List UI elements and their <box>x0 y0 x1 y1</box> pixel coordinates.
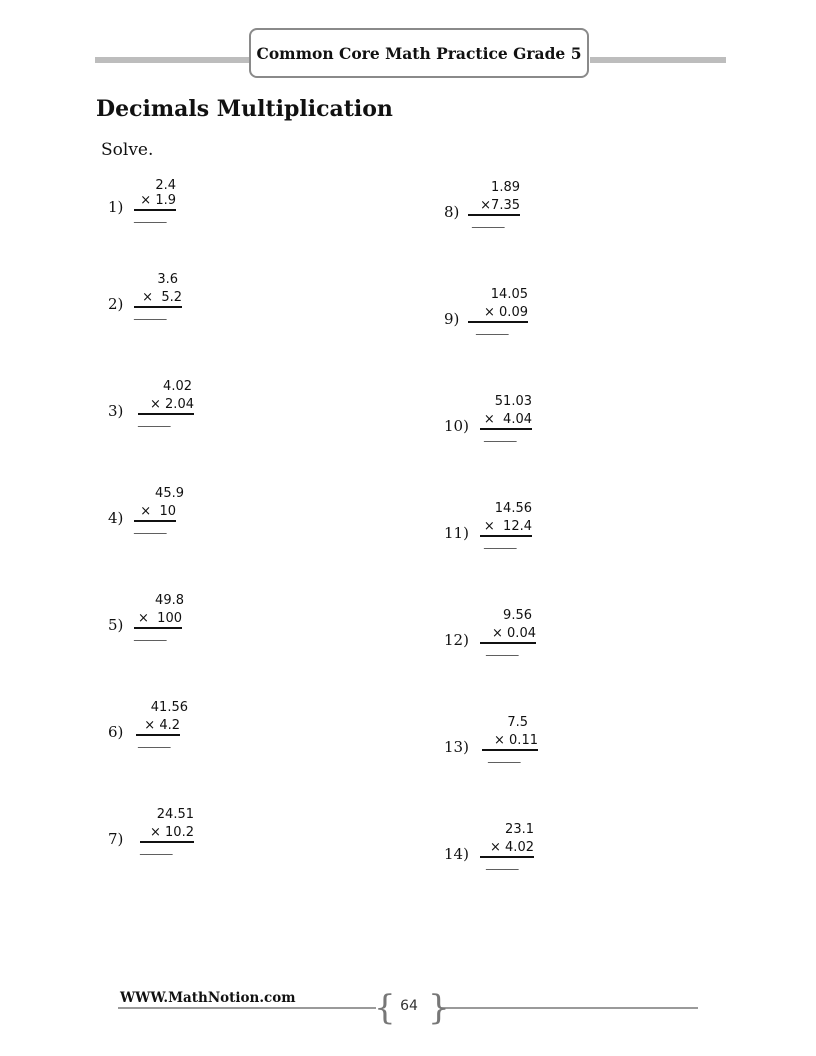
problem-multiplier: × 5.2 <box>134 290 182 308</box>
problem-top-number: 45.9 <box>155 486 184 501</box>
problem-multiplier: × 10.2 <box>140 825 194 843</box>
problem-top-number: 51.03 <box>494 394 532 409</box>
problem-top-number: 14.05 <box>490 287 528 302</box>
problem-multiplier: × 0.09 <box>468 305 528 323</box>
problem-top-number: 14.56 <box>494 501 532 516</box>
answer-blank[interactable]: _____ <box>138 413 171 428</box>
left-brace-icon: { <box>374 988 396 1028</box>
problem-number: 9) <box>444 310 460 328</box>
problem-multiplier: × 4.02 <box>480 840 534 858</box>
problem-multiplier: × 100 <box>134 611 182 629</box>
problem-top-number: 1.89 <box>491 180 520 195</box>
problem-top-number: 7.5 <box>507 715 528 730</box>
problem-multiplier: × 0.11 <box>482 733 538 751</box>
problem-multiplier: × 4.2 <box>136 718 180 736</box>
problem-number: 2) <box>108 295 124 313</box>
problem-top-number: 4.02 <box>163 379 192 394</box>
problem-multiplier: × 0.04 <box>480 626 536 644</box>
footer-rule-right <box>440 1007 698 1009</box>
problem-multiplier: ×7.35 <box>468 198 520 216</box>
answer-blank[interactable]: _____ <box>138 734 171 749</box>
problem-number: 3) <box>108 402 124 420</box>
problem-number: 4) <box>108 509 124 527</box>
worksheet-title: Decimals Multiplication <box>96 96 393 122</box>
problem-multiplier: × 12.4 <box>480 519 532 537</box>
problem-multiplier: × 4.04 <box>480 412 532 430</box>
problem-number: 14) <box>444 845 469 863</box>
problem-top-number: 41.56 <box>150 700 188 715</box>
header-title: Common Core Math Practice Grade 5 <box>249 28 589 78</box>
answer-blank[interactable]: _____ <box>476 321 509 336</box>
problem-number: 7) <box>108 830 124 848</box>
answer-blank[interactable]: _____ <box>484 428 517 443</box>
problem-top-number: 3.6 <box>157 272 178 287</box>
problem-top-number: 49.8 <box>155 593 184 608</box>
header-rule-right <box>590 57 726 63</box>
problem-top-number: 2.4 <box>155 178 176 193</box>
answer-blank[interactable]: _____ <box>486 856 519 871</box>
footer-rule-left <box>118 1007 376 1009</box>
problem-number: 8) <box>444 203 460 221</box>
problem-top-number: 24.51 <box>156 807 194 822</box>
answer-blank[interactable]: _____ <box>472 214 505 229</box>
footer-website: WWW.MathNotion.com <box>120 990 296 1006</box>
problem-number: 12) <box>444 631 469 649</box>
problem-multiplier: × 10 <box>134 504 176 522</box>
answer-blank[interactable]: _____ <box>134 520 167 535</box>
problem-number: 10) <box>444 417 469 435</box>
problem-number: 11) <box>444 524 469 542</box>
answer-blank[interactable]: _____ <box>134 627 167 642</box>
worksheet-instruction: Solve. <box>101 140 154 160</box>
answer-blank[interactable]: _____ <box>488 749 521 764</box>
right-brace-icon: } <box>428 988 450 1028</box>
problem-number: 13) <box>444 738 469 756</box>
problem-number: 6) <box>108 723 124 741</box>
answer-blank[interactable]: _____ <box>134 306 167 321</box>
problem-multiplier: × 2.04 <box>138 397 194 415</box>
problem-number: 5) <box>108 616 124 634</box>
answer-blank[interactable]: _____ <box>140 841 173 856</box>
problem-multiplier: × 1.9 <box>134 193 176 211</box>
page-number: 64 <box>400 998 418 1014</box>
problem-top-number: 23.1 <box>505 822 534 837</box>
answer-blank[interactable]: _____ <box>486 642 519 657</box>
answer-blank[interactable]: _____ <box>484 535 517 550</box>
problem-top-number: 9.56 <box>503 608 532 623</box>
answer-blank[interactable]: _____ <box>134 209 167 224</box>
problem-number: 1) <box>108 198 124 216</box>
header-rule-left <box>95 57 250 63</box>
